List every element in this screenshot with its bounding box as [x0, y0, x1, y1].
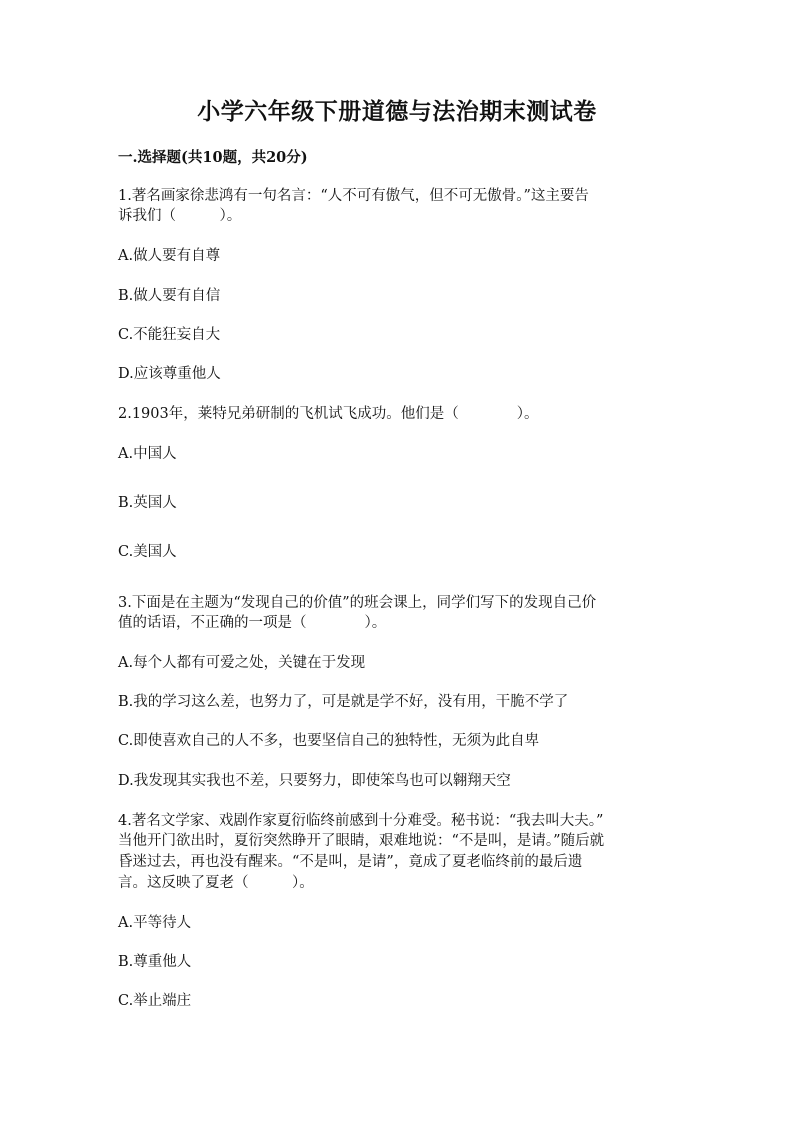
question-4-option-b: B.尊重他人	[118, 954, 192, 970]
question-4-text-line-1: 4.著名文学家、戏剧作家夏衍临终前感到十分难受。秘书说：“我去叫大夫。”	[118, 813, 604, 829]
question-3-option-c: C.即使喜欢自己的人不多，也要坚信自己的独特性，无须为此自卑	[118, 733, 540, 749]
question-4-option-a: A.平等待人	[118, 915, 192, 931]
section-heading: 一.选择题(共10题，共20分)	[118, 149, 308, 166]
question-4-option-c: C.举止端庄	[118, 993, 192, 1009]
question-4-text-line-3: 昏迷过去，再也没有醒来。“不是叫，是请”，竟成了夏老临终前的最后遗	[118, 854, 583, 870]
page-title: 小学六年级下册道德与法治期末测试卷	[197, 98, 597, 125]
question-2-option-c: C.美国人	[118, 544, 177, 560]
question-2-option-b: B.英国人	[118, 495, 177, 511]
question-1-option-a: A.做人要有自尊	[118, 248, 221, 264]
question-2-option-a: A.中国人	[118, 446, 177, 462]
question-3-option-b: B.我的学习这么差，也努力了，可是就是学不好，没有用，干脆不学了	[118, 694, 569, 710]
question-3-option-a: A.每个人都有可爱之处，关键在于发现	[118, 655, 366, 671]
question-1-option-c: C.不能狂妄自大	[118, 327, 221, 343]
question-4-text-line-4: 言。这反映了夏老（ ）。	[118, 875, 314, 891]
question-4-text-line-2: 当他开门欲出时，夏衍突然睁开了眼睛，艰难地说：“不是叫，是请。”随后就	[118, 833, 605, 849]
question-2-text-line-1: 2.1903年，莱特兄弟研制的飞机试飞成功。他们是（ ）。	[118, 406, 539, 422]
question-1-option-d: D.应该尊重他人	[118, 366, 221, 382]
question-3-text-line-1: 3.下面是在主题为“发现自己的价值”的班会课上，同学们写下的发现自己价	[118, 595, 597, 611]
question-1-text-line-1: 1.著名画家徐悲鸿有一句名言：“人不可有傲气，但不可无傲骨。”这主要告	[118, 188, 589, 204]
question-3-option-d: D.我发现其实我也不差，只要努力，即使笨鸟也可以翱翔天空	[118, 773, 511, 789]
question-3-text-line-2: 值的话语，不正确的一项是（ ）。	[118, 615, 387, 631]
question-1-option-b: B.做人要有自信	[118, 288, 221, 304]
question-1-text-line-2: 诉我们（ ）。	[118, 208, 242, 224]
